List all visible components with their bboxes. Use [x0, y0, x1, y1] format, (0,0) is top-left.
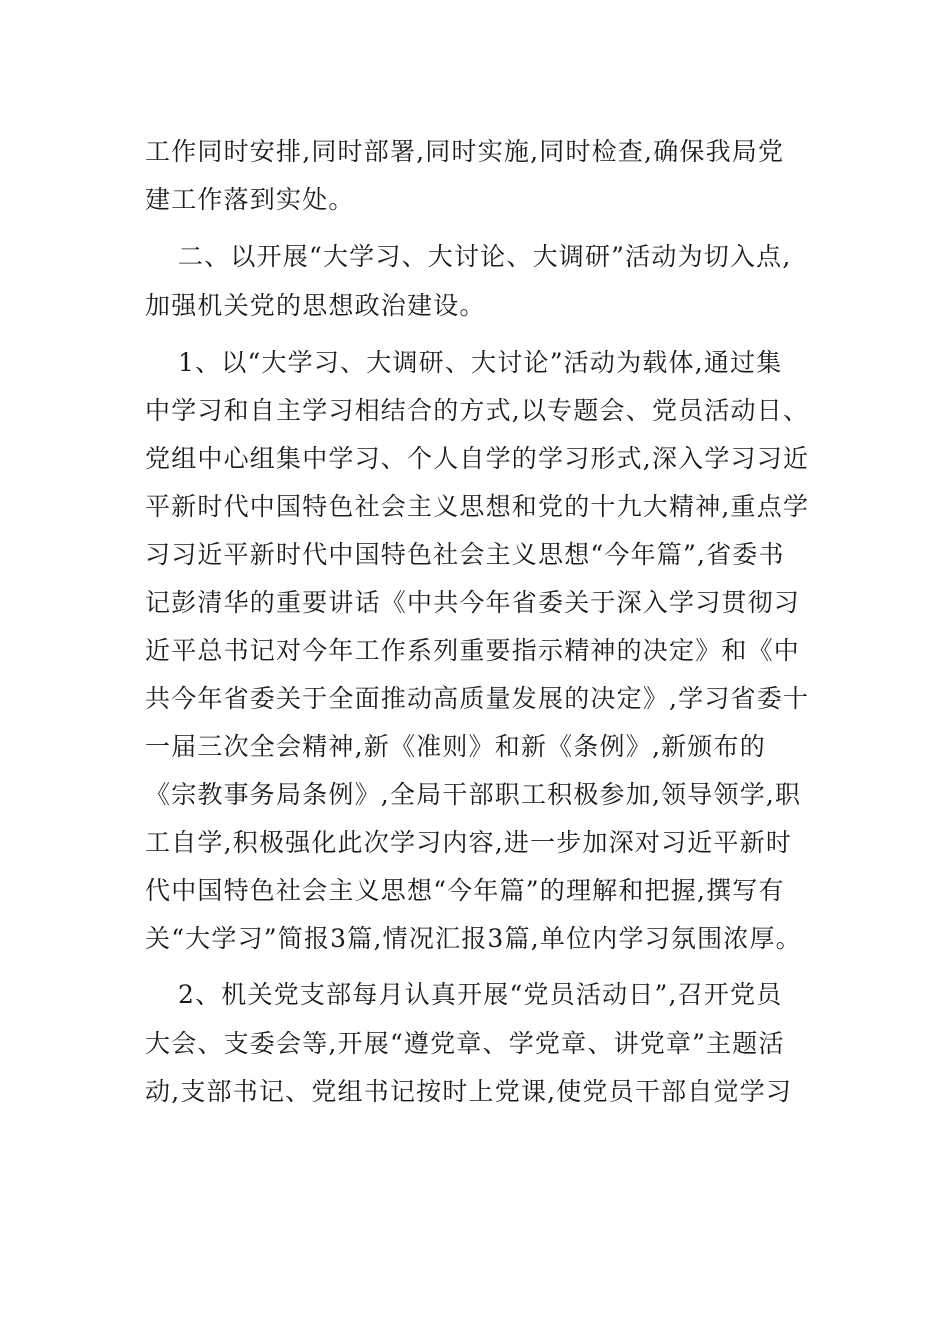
item-1-line-3: 党组中心组集中学习、个人自学的学习形式,深入学习习近 — [145, 444, 810, 473]
item-1-line-10: 《宗教事务局条例》,全局干部职工积极参加,领导领学,职 — [145, 780, 802, 809]
item-1-line-11: 工自学,积极强化此次学习内容,进一步加深对习近平新时 — [145, 828, 793, 857]
item-2-line-1: 2、机关党支部每月认真开展“党员活动日”,召开党员 — [178, 980, 783, 1009]
section-heading-2-continued: 加强机关党的思想政治建设。 — [145, 291, 486, 320]
item-2-line-2: 大会、支委会等,开展“遵党章、学党章、讲党章”主题活 — [145, 1029, 785, 1058]
section-heading-2: 二、以开展“大学习、大讨论、大调研”活动为切入点, — [178, 242, 792, 271]
item-1-line-4: 平新时代中国特色社会主义思想和党的十九大精神,重点学 — [145, 492, 810, 521]
text-line-1: 工作同时安排,同时部署,同时实施,同时检查,确保我局党 — [145, 137, 785, 166]
item-1-line-12: 代中国特色社会主义思想“今年篇”的理解和把握,撰写有 — [145, 876, 785, 905]
item-1-line-8: 共今年省委关于全面推动高质量发展的决定》,学习省委十 — [145, 684, 810, 713]
item-1-line-1: 1、以“大学习、大调研、大讨论”活动为载体,通过集 — [178, 348, 783, 377]
item-1-line-13: 关“大学习”简报3篇,情况汇报3篇,单位内学习氛围浓厚。 — [145, 924, 802, 953]
item-1-line-9: 一届三次全会精神,新《准则》和新《条例》,新颁布的 — [145, 732, 766, 761]
item-2-line-3: 动,支部书记、党组书记按时上党课,使党员干部自觉学习 — [145, 1077, 793, 1106]
item-1-line-5: 习习近平新时代中国特色社会主义思想“今年篇”,省委书 — [145, 540, 785, 569]
text-line-2: 建工作落到实处。 — [145, 185, 355, 214]
item-1-line-7: 近平总书记对今年工作系列重要指示精神的决定》和《中 — [145, 636, 801, 665]
item-1-line-6: 记彭清华的重要讲话《中共今年省委关于深入学习贯彻习 — [145, 588, 801, 617]
item-1-line-2: 中学习和自主学习相结合的方式,以专题会、党员活动日、 — [145, 396, 810, 425]
